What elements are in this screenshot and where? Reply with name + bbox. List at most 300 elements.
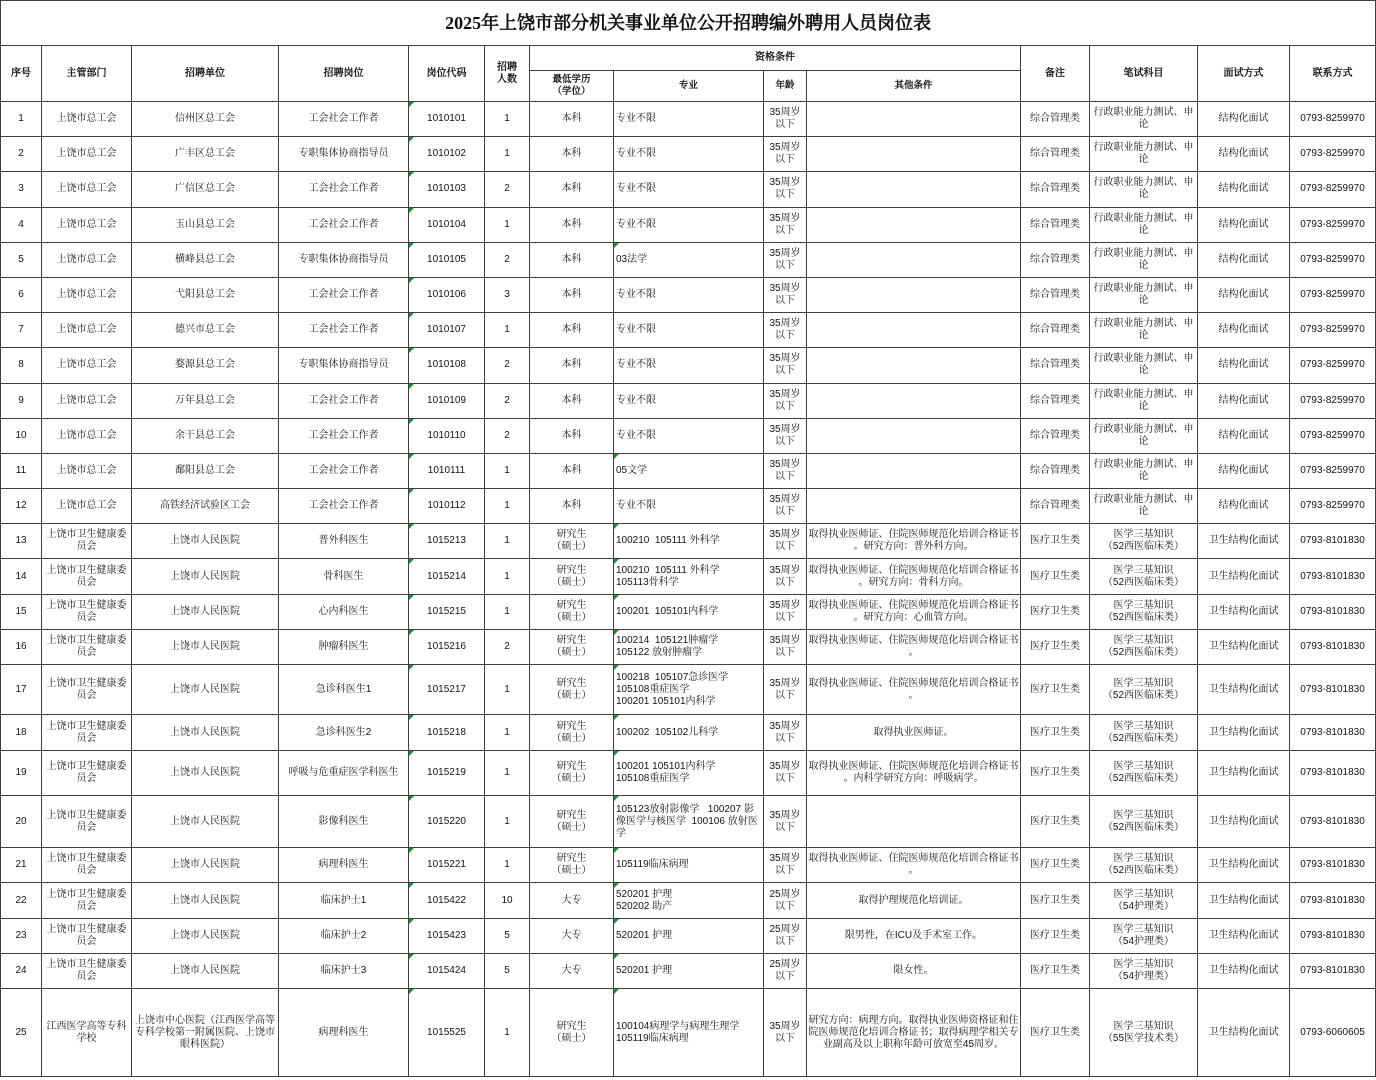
cell-interview: 卫生结构化面试	[1198, 919, 1290, 954]
cell-post: 临床护士3	[279, 954, 409, 989]
cell-seq: 25	[1, 989, 42, 1077]
cell-education: 研究生 （硕士）	[530, 751, 614, 796]
cell-exam: 行政职业能力测试、申论	[1090, 453, 1198, 488]
cell-exam: 行政职业能力测试、申论	[1090, 242, 1198, 277]
cell-seq: 16	[1, 629, 42, 664]
cell-other: 取得执业医师证、住院医师规范化培训合格证书。	[807, 665, 1021, 715]
header-seq: 序号	[1, 46, 42, 102]
cell-other: 取得护理规范化培训证。	[807, 883, 1021, 919]
cell-post: 工会社会工作者	[279, 207, 409, 242]
cell-education: 研究生 （硕士）	[530, 559, 614, 594]
cell-dept: 上饶市卫生健康委员会	[42, 796, 132, 848]
cell-age: 35周岁以下	[764, 629, 807, 664]
cell-contact: 0793-8101830	[1290, 594, 1376, 629]
cell-unit: 万年县总工会	[132, 383, 279, 418]
cell-remark: 综合管理类	[1021, 277, 1090, 312]
cell-education: 本科	[530, 172, 614, 207]
cell-post: 临床护士1	[279, 883, 409, 919]
cell-interview: 结构化面试	[1198, 418, 1290, 453]
cell-interview: 卫生结构化面试	[1198, 751, 1290, 796]
cell-education: 本科	[530, 137, 614, 172]
cell-post: 专职集体协商指导员	[279, 242, 409, 277]
cell-dept: 上饶市卫生健康委员会	[42, 954, 132, 989]
header-other: 其他条件	[807, 71, 1021, 102]
cell-major: 专业不限	[614, 313, 764, 348]
cell-other: 取得执业医师证、住院医师规范化培训合格证书。	[807, 629, 1021, 664]
cell-contact: 0793-8101830	[1290, 715, 1376, 751]
cell-remark: 医疗卫生类	[1021, 848, 1090, 883]
header-remark: 备注	[1021, 46, 1090, 102]
cell-code: 1015217	[409, 665, 485, 715]
cell-count: 1	[485, 207, 530, 242]
cell-dept: 上饶市卫生健康委员会	[42, 919, 132, 954]
cell-dept: 上饶市卫生健康委员会	[42, 524, 132, 559]
cell-age: 35周岁以下	[764, 665, 807, 715]
cell-remark: 综合管理类	[1021, 137, 1090, 172]
cell-major: 专业不限	[614, 102, 764, 137]
cell-remark: 医疗卫生类	[1021, 594, 1090, 629]
cell-code: 1010102	[409, 137, 485, 172]
cell-remark: 医疗卫生类	[1021, 524, 1090, 559]
cell-code: 1015218	[409, 715, 485, 751]
cell-contact: 0793-8101830	[1290, 559, 1376, 594]
cell-seq: 23	[1, 919, 42, 954]
cell-remark: 综合管理类	[1021, 242, 1090, 277]
cell-education: 本科	[530, 242, 614, 277]
cell-other	[807, 242, 1021, 277]
cell-interview: 结构化面试	[1198, 453, 1290, 488]
cell-code: 1010111	[409, 453, 485, 488]
cell-remark: 医疗卫生类	[1021, 751, 1090, 796]
cell-education: 研究生 （硕士）	[530, 796, 614, 848]
cell-seq: 21	[1, 848, 42, 883]
cell-count: 1	[485, 715, 530, 751]
header-dept: 主管部门	[42, 46, 132, 102]
header-count	[485, 46, 530, 102]
cell-dept: 上饶市卫生健康委员会	[42, 594, 132, 629]
cell-dept: 上饶市卫生健康委员会	[42, 715, 132, 751]
cell-age: 35周岁以下	[764, 137, 807, 172]
cell-education: 研究生 （硕士）	[530, 665, 614, 715]
cell-remark: 医疗卫生类	[1021, 883, 1090, 919]
cell-dept: 上饶市总工会	[42, 242, 132, 277]
cell-remark: 综合管理类	[1021, 418, 1090, 453]
cell-seq: 6	[1, 277, 42, 312]
cell-count: 1	[485, 102, 530, 137]
cell-unit: 上饶市中心医院（江西医学高等专科学校第一附属医院、上饶市眼科医院）	[132, 989, 279, 1077]
cell-code: 1010109	[409, 383, 485, 418]
cell-post: 工会社会工作者	[279, 313, 409, 348]
cell-interview: 结构化面试	[1198, 102, 1290, 137]
cell-contact: 0793-8101830	[1290, 751, 1376, 796]
cell-code: 1015214	[409, 559, 485, 594]
header-age: 年龄	[764, 71, 807, 102]
cell-contact: 0793-8259970	[1290, 137, 1376, 172]
cell-seq: 18	[1, 715, 42, 751]
cell-exam: 行政职业能力测试、申论	[1090, 313, 1198, 348]
table-row	[1, 989, 1376, 1077]
cell-contact: 0793-8101830	[1290, 919, 1376, 954]
cell-contact: 0793-8259970	[1290, 102, 1376, 137]
table-row	[1, 137, 1376, 172]
cell-other	[807, 796, 1021, 848]
cell-education: 研究生 （硕士）	[530, 524, 614, 559]
cell-seq: 17	[1, 665, 42, 715]
cell-other	[807, 489, 1021, 524]
cell-major: 100210 105111 外科学 105113骨科学	[614, 559, 764, 594]
cell-code: 1010101	[409, 102, 485, 137]
cell-code: 1010105	[409, 242, 485, 277]
cell-major: 100104病理学与病理生理学 105119临床病理	[614, 989, 764, 1077]
table-row	[1, 594, 1376, 629]
cell-major: 03法学	[614, 242, 764, 277]
cell-unit: 婺源县总工会	[132, 348, 279, 383]
cell-seq: 7	[1, 313, 42, 348]
cell-age: 35周岁以下	[764, 989, 807, 1077]
cell-count: 1	[485, 665, 530, 715]
cell-count: 1	[485, 453, 530, 488]
cell-age: 35周岁以下	[764, 559, 807, 594]
cell-exam: 医学三基知识 （52西医临床类）	[1090, 751, 1198, 796]
cell-education: 本科	[530, 277, 614, 312]
cell-remark: 综合管理类	[1021, 489, 1090, 524]
header-education-label: 最低学历（学位）	[552, 74, 591, 97]
cell-seq: 22	[1, 883, 42, 919]
cell-major: 100201 105101内科学 105108重症医学	[614, 751, 764, 796]
cell-post: 急诊科医生1	[279, 665, 409, 715]
cell-age: 35周岁以下	[764, 348, 807, 383]
cell-seq: 14	[1, 559, 42, 594]
cell-post: 骨科医生	[279, 559, 409, 594]
header-interview: 面试方式	[1198, 46, 1290, 102]
cell-remark: 综合管理类	[1021, 172, 1090, 207]
cell-unit: 上饶市人民医院	[132, 796, 279, 848]
cell-unit: 上饶市人民医院	[132, 883, 279, 919]
header-unit: 招聘单位	[132, 46, 279, 102]
cell-dept: 上饶市卫生健康委员会	[42, 883, 132, 919]
cell-post: 工会社会工作者	[279, 489, 409, 524]
cell-post: 急诊科医生2	[279, 715, 409, 751]
table-row	[1, 348, 1376, 383]
cell-seq: 24	[1, 954, 42, 989]
cell-other: 取得执业医师证、住院医师规范化培训合格证书。研究方向：骨科方向。	[807, 559, 1021, 594]
cell-unit: 上饶市人民医院	[132, 629, 279, 664]
cell-contact: 0793-8259970	[1290, 489, 1376, 524]
cell-contact: 0793-8259970	[1290, 313, 1376, 348]
cell-major: 专业不限	[614, 207, 764, 242]
cell-exam: 医学三基知识 （52西医临床类）	[1090, 629, 1198, 664]
table-row	[1, 796, 1376, 848]
cell-unit: 广丰区总工会	[132, 137, 279, 172]
cell-contact: 0793-8101830	[1290, 848, 1376, 883]
cell-interview: 卫生结构化面试	[1198, 629, 1290, 664]
cell-contact: 0793-8259970	[1290, 242, 1376, 277]
cell-education: 大专	[530, 954, 614, 989]
cell-unit: 弋阳县总工会	[132, 277, 279, 312]
header-exam: 笔试科目	[1090, 46, 1198, 102]
cell-exam: 医学三基知识 （52西医临床类）	[1090, 848, 1198, 883]
cell-contact: 0793-8101830	[1290, 629, 1376, 664]
table-row	[1, 207, 1376, 242]
cell-exam: 医学三基知识 （52西医临床类）	[1090, 559, 1198, 594]
header-count-label: 招聘人数	[497, 61, 517, 85]
cell-dept: 江西医学高等专科学校	[42, 989, 132, 1077]
cell-major: 专业不限	[614, 383, 764, 418]
cell-exam: 医学三基知识 （54护理类）	[1090, 919, 1198, 954]
cell-post: 影像科医生	[279, 796, 409, 848]
cell-seq: 10	[1, 418, 42, 453]
cell-age: 35周岁以下	[764, 524, 807, 559]
cell-other	[807, 277, 1021, 312]
cell-other	[807, 102, 1021, 137]
cell-major: 专业不限	[614, 137, 764, 172]
cell-code: 1015216	[409, 629, 485, 664]
cell-education: 本科	[530, 348, 614, 383]
cell-major: 105119临床病理	[614, 848, 764, 883]
cell-dept: 上饶市总工会	[42, 453, 132, 488]
cell-education: 本科	[530, 418, 614, 453]
cell-seq: 4	[1, 207, 42, 242]
cell-contact: 0793-8259970	[1290, 383, 1376, 418]
cell-code: 1010112	[409, 489, 485, 524]
cell-interview: 结构化面试	[1198, 207, 1290, 242]
cell-remark: 综合管理类	[1021, 383, 1090, 418]
cell-major: 100202 105102儿科学	[614, 715, 764, 751]
cell-education: 本科	[530, 489, 614, 524]
cell-remark: 医疗卫生类	[1021, 629, 1090, 664]
cell-remark: 综合管理类	[1021, 313, 1090, 348]
cell-age: 35周岁以下	[764, 594, 807, 629]
cell-dept: 上饶市总工会	[42, 489, 132, 524]
cell-age: 25周岁以下	[764, 919, 807, 954]
cell-count: 1	[485, 137, 530, 172]
cell-seq: 19	[1, 751, 42, 796]
table-row	[1, 919, 1376, 954]
cell-post: 工会社会工作者	[279, 418, 409, 453]
cell-code: 1010103	[409, 172, 485, 207]
cell-interview: 卫生结构化面试	[1198, 954, 1290, 989]
cell-education: 大专	[530, 883, 614, 919]
cell-age: 35周岁以下	[764, 715, 807, 751]
cell-count: 1	[485, 848, 530, 883]
cell-count: 1	[485, 524, 530, 559]
cell-age: 35周岁以下	[764, 242, 807, 277]
cell-count: 2	[485, 348, 530, 383]
cell-count: 2	[485, 629, 530, 664]
cell-age: 35周岁以下	[764, 796, 807, 848]
cell-education: 研究生 （硕士）	[530, 715, 614, 751]
cell-interview: 卫生结构化面试	[1198, 796, 1290, 848]
cell-count: 3	[485, 277, 530, 312]
cell-code: 1010104	[409, 207, 485, 242]
cell-unit: 玉山县总工会	[132, 207, 279, 242]
table-row	[1, 453, 1376, 488]
cell-age: 35周岁以下	[764, 489, 807, 524]
cell-major: 专业不限	[614, 418, 764, 453]
cell-remark: 综合管理类	[1021, 453, 1090, 488]
cell-interview: 卫生结构化面试	[1198, 524, 1290, 559]
cell-interview: 结构化面试	[1198, 489, 1290, 524]
cell-education: 研究生 （硕士）	[530, 629, 614, 664]
cell-exam: 医学三基知识 （52西医临床类）	[1090, 796, 1198, 848]
cell-dept: 上饶市总工会	[42, 172, 132, 207]
cell-exam: 医学三基知识 （52西医临床类）	[1090, 715, 1198, 751]
table-row	[1, 848, 1376, 883]
cell-education: 本科	[530, 383, 614, 418]
cell-exam: 行政职业能力测试、申论	[1090, 489, 1198, 524]
cell-post: 肿瘤科医生	[279, 629, 409, 664]
cell-dept: 上饶市总工会	[42, 277, 132, 312]
cell-unit: 余干县总工会	[132, 418, 279, 453]
cell-exam: 行政职业能力测试、申论	[1090, 172, 1198, 207]
cell-count: 1	[485, 313, 530, 348]
cell-age: 35周岁以下	[764, 277, 807, 312]
cell-other: 取得执业医师证、住院医师规范化培训合格证书。内科学研究方向：呼吸病学。	[807, 751, 1021, 796]
table-row	[1, 751, 1376, 796]
cell-education: 大专	[530, 919, 614, 954]
cell-other: 限女性。	[807, 954, 1021, 989]
cell-education: 本科	[530, 102, 614, 137]
cell-interview: 卫生结构化面试	[1198, 594, 1290, 629]
cell-post: 工会社会工作者	[279, 277, 409, 312]
cell-other: 限男性，在ICU及手术室工作。	[807, 919, 1021, 954]
cell-code: 1010107	[409, 313, 485, 348]
table-row	[1, 524, 1376, 559]
cell-remark: 医疗卫生类	[1021, 715, 1090, 751]
cell-count: 2	[485, 172, 530, 207]
cell-exam: 行政职业能力测试、申论	[1090, 277, 1198, 312]
cell-seq: 2	[1, 137, 42, 172]
cell-remark: 医疗卫生类	[1021, 796, 1090, 848]
cell-other	[807, 453, 1021, 488]
cell-code: 1015213	[409, 524, 485, 559]
cell-remark: 医疗卫生类	[1021, 665, 1090, 715]
cell-age: 35周岁以下	[764, 172, 807, 207]
table-row	[1, 559, 1376, 594]
cell-education: 本科	[530, 207, 614, 242]
table-row	[1, 383, 1376, 418]
table-header	[1, 1, 1376, 102]
cell-dept: 上饶市总工会	[42, 383, 132, 418]
cell-post: 病理科医生	[279, 848, 409, 883]
table-row	[1, 313, 1376, 348]
cell-post: 专职集体协商指导员	[279, 137, 409, 172]
cell-exam: 行政职业能力测试、申论	[1090, 207, 1198, 242]
header-code: 岗位代码	[409, 46, 485, 102]
cell-dept: 上饶市总工会	[42, 313, 132, 348]
cell-contact: 0793-8259970	[1290, 453, 1376, 488]
table-row	[1, 418, 1376, 453]
cell-count: 5	[485, 919, 530, 954]
cell-post: 病理科医生	[279, 989, 409, 1077]
cell-post: 专职集体协商指导员	[279, 348, 409, 383]
cell-contact: 0793-6060605	[1290, 989, 1376, 1077]
cell-dept: 上饶市总工会	[42, 207, 132, 242]
cell-code: 1015422	[409, 883, 485, 919]
cell-dept: 上饶市总工会	[42, 137, 132, 172]
cell-code: 1015525	[409, 989, 485, 1077]
cell-interview: 结构化面试	[1198, 383, 1290, 418]
cell-other	[807, 383, 1021, 418]
cell-seq: 8	[1, 348, 42, 383]
table-row	[1, 102, 1376, 137]
cell-contact: 0793-8259970	[1290, 207, 1376, 242]
cell-count: 1	[485, 489, 530, 524]
page-title: 2025年上饶市部分机关事业单位公开招聘编外聘用人员岗位表	[1, 1, 1376, 46]
cell-major: 105123放射影像学 100207 影像医学与核医学 100106 放射医学	[614, 796, 764, 848]
cell-remark: 医疗卫生类	[1021, 954, 1090, 989]
cell-exam: 医学三基知识 （52西医临床类）	[1090, 665, 1198, 715]
cell-other: 研究方向：病理方向。取得执业医师资格证和住院医师规范化培训合格证书；取得病理学相关专业副高及以上职称年龄可放宽至45周岁。	[807, 989, 1021, 1077]
cell-unit: 德兴市总工会	[132, 313, 279, 348]
cell-seq: 1	[1, 102, 42, 137]
cell-code: 1015220	[409, 796, 485, 848]
cell-dept: 上饶市卫生健康委员会	[42, 665, 132, 715]
cell-post: 工会社会工作者	[279, 383, 409, 418]
cell-dept: 上饶市卫生健康委员会	[42, 559, 132, 594]
cell-other	[807, 207, 1021, 242]
table-row	[1, 172, 1376, 207]
cell-other: 取得执业医师证、住院医师规范化培训合格证书。研究方向：心血管方向。	[807, 594, 1021, 629]
cell-seq: 13	[1, 524, 42, 559]
cell-code: 1015423	[409, 919, 485, 954]
header-post: 招聘岗位	[279, 46, 409, 102]
cell-major: 05文学	[614, 453, 764, 488]
cell-exam: 医学三基知识 （52西医临床类）	[1090, 594, 1198, 629]
cell-contact: 0793-8101830	[1290, 665, 1376, 715]
cell-remark: 医疗卫生类	[1021, 989, 1090, 1077]
cell-interview: 结构化面试	[1198, 277, 1290, 312]
cell-interview: 卫生结构化面试	[1198, 559, 1290, 594]
cell-age: 35周岁以下	[764, 102, 807, 137]
header-major: 专业	[614, 71, 764, 102]
cell-seq: 9	[1, 383, 42, 418]
cell-other: 取得执业医师证、住院医师规范化培训合格证书。	[807, 848, 1021, 883]
cell-count: 1	[485, 796, 530, 848]
cell-post: 临床护士2	[279, 919, 409, 954]
cell-other	[807, 137, 1021, 172]
cell-education: 研究生 （硕士）	[530, 989, 614, 1077]
cell-interview: 卫生结构化面试	[1198, 883, 1290, 919]
cell-unit: 鄱阳县总工会	[132, 453, 279, 488]
cell-age: 25周岁以下	[764, 883, 807, 919]
cell-dept: 上饶市总工会	[42, 348, 132, 383]
cell-age: 25周岁以下	[764, 954, 807, 989]
cell-seq: 3	[1, 172, 42, 207]
cell-other	[807, 172, 1021, 207]
cell-major: 专业不限	[614, 489, 764, 524]
cell-dept: 上饶市总工会	[42, 102, 132, 137]
cell-post: 工会社会工作者	[279, 453, 409, 488]
cell-other	[807, 418, 1021, 453]
cell-post: 呼吸与危重症医学科医生	[279, 751, 409, 796]
cell-unit: 横峰县总工会	[132, 242, 279, 277]
cell-exam: 医学三基知识 （54护理类）	[1090, 954, 1198, 989]
cell-unit: 上饶市人民医院	[132, 559, 279, 594]
cell-interview: 卫生结构化面试	[1198, 665, 1290, 715]
table-row	[1, 954, 1376, 989]
cell-remark: 医疗卫生类	[1021, 919, 1090, 954]
cell-dept: 上饶市卫生健康委员会	[42, 751, 132, 796]
cell-exam: 医学三基知识 （52西医临床类）	[1090, 524, 1198, 559]
cell-exam: 医学三基知识 （55医学技术类）	[1090, 989, 1198, 1077]
table-row	[1, 277, 1376, 312]
cell-remark: 综合管理类	[1021, 348, 1090, 383]
cell-major: 专业不限	[614, 348, 764, 383]
cell-contact: 0793-8101830	[1290, 796, 1376, 848]
cell-dept: 上饶市卫生健康委员会	[42, 848, 132, 883]
cell-post: 普外科医生	[279, 524, 409, 559]
